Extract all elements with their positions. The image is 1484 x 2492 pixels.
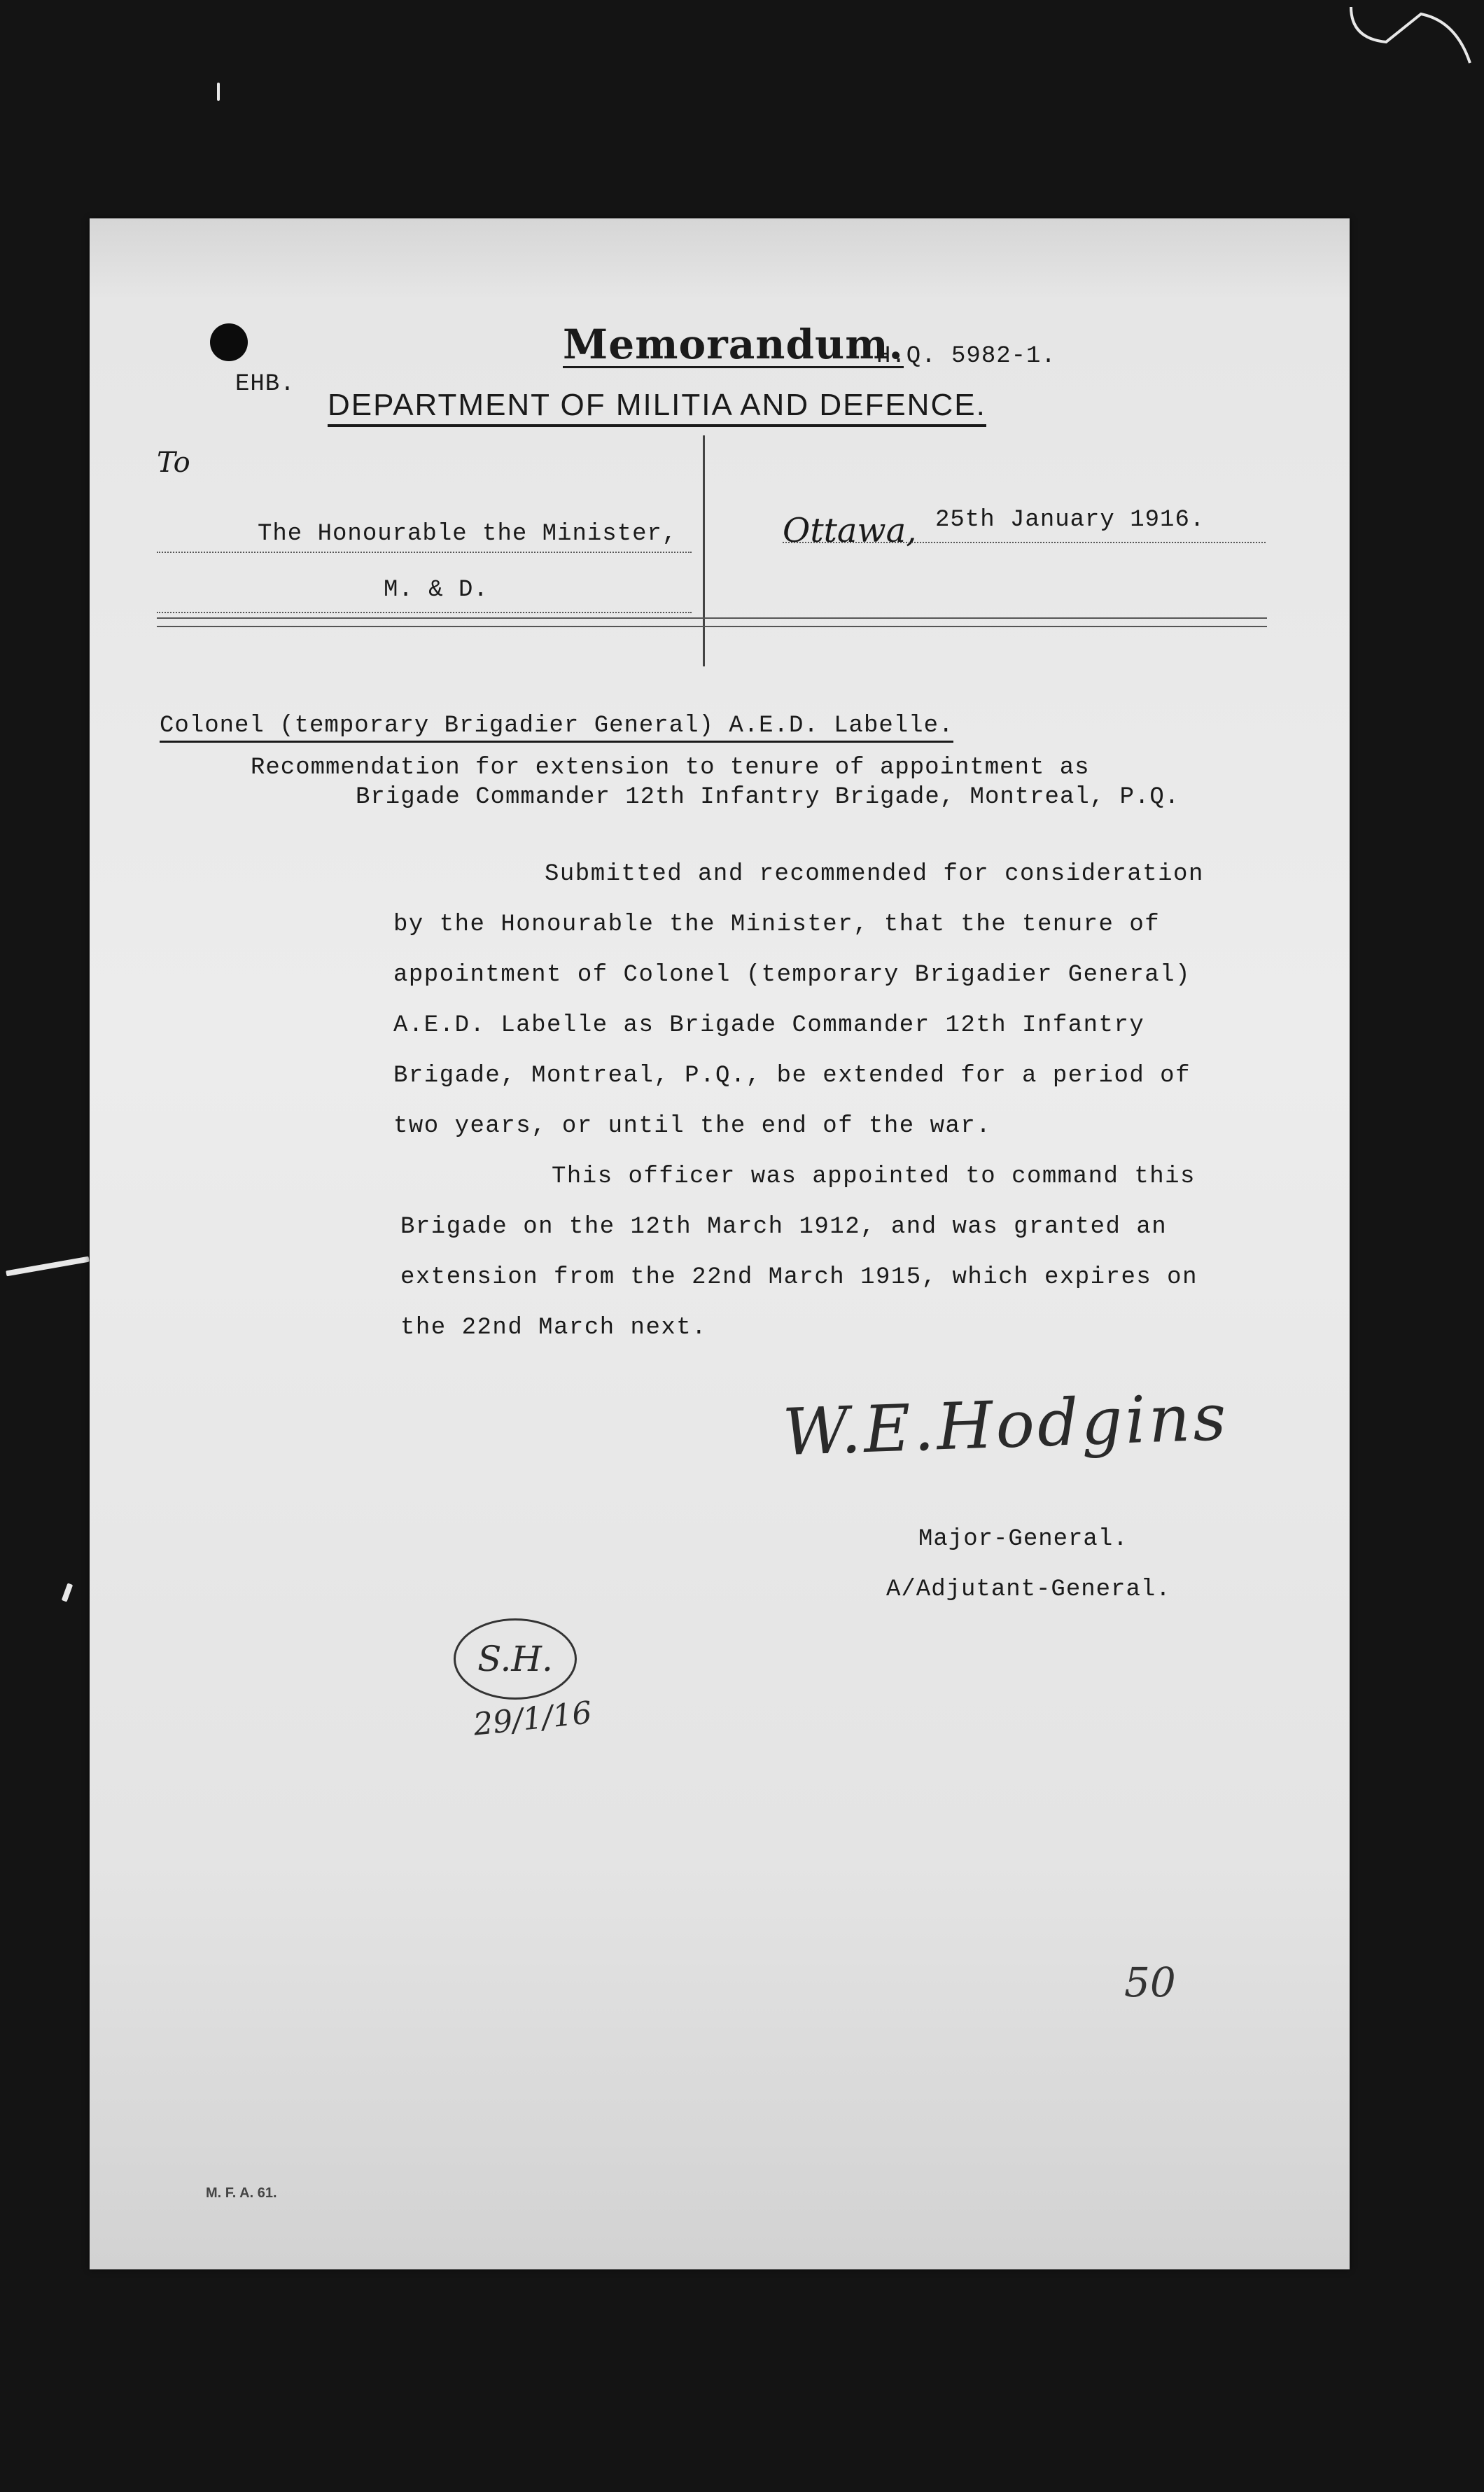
header-rule-2 — [157, 626, 1267, 627]
memorandum-page — [90, 218, 1350, 2269]
place-label: Ottawa, — [783, 511, 917, 550]
recipient-line-1: The Honourable the Minister, — [258, 521, 678, 547]
punch-hole — [210, 323, 248, 361]
stamp-initials: S.H. — [477, 1639, 553, 1679]
department-heading: DEPARTMENT OF MILITIA AND DEFENCE. — [328, 388, 986, 427]
to-label: To — [157, 447, 190, 479]
folio-number: 50 — [1124, 1959, 1176, 2006]
scan-speck — [6, 1256, 90, 1277]
handwritten-signature: W.E.Hodgins — [781, 1379, 1231, 1471]
body-line: by the Honourable the Minister, that the tenure of — [393, 911, 1161, 938]
scan-speck — [62, 1583, 73, 1602]
form-number: M. F. A. 61. — [206, 2185, 277, 2201]
signatory-rank: Major-General. — [918, 1526, 1128, 1553]
recipient-line-2: M. & D. — [384, 577, 489, 603]
body-line: Brigade on the 12th March 1912, and was granted an — [400, 1214, 1168, 1240]
initials: EHB. — [235, 371, 295, 398]
scan-speck — [217, 83, 220, 101]
subject-line-2: Brigade Commander 12th Infantry Brigade, Montreal, P.Q. — [356, 784, 1180, 811]
body-line: Submitted and recommended for consideration — [545, 861, 1204, 888]
memo-date: 25th January 1916. — [935, 507, 1205, 533]
date-rule — [783, 542, 1266, 543]
body-line: the 22nd March next. — [400, 1315, 708, 1341]
body-line: extension from the 22nd March 1915, which expires on — [400, 1264, 1198, 1291]
header-rule-1 — [157, 617, 1267, 619]
body-line: Brigade, Montreal, P.Q., be extended for a period of — [393, 1063, 1191, 1089]
signatory-title: A/Adjutant-General. — [886, 1576, 1171, 1603]
recipient-line-1-rule — [157, 552, 692, 553]
body-line: appointment of Colonel (temporary Brigadier General) — [393, 962, 1191, 988]
recipient-line-2-rule — [157, 612, 692, 613]
body-line: This officer was appointed to command this — [552, 1163, 1196, 1190]
scan-scratch — [1337, 0, 1484, 70]
memo-title: Memorandum. — [563, 321, 904, 368]
subject-heading: Colonel (temporary Brigadier General) A.E.D. Labelle. — [160, 713, 953, 743]
stamp-date: 29/1/16 — [471, 1695, 594, 1743]
file-number: H.Q. 5982-1. — [876, 343, 1056, 370]
subject-line-1: Recommendation for extension to tenure of appointment as — [251, 755, 1090, 781]
body-line: A.E.D. Labelle as Brigade Commander 12th Infantry — [393, 1012, 1145, 1039]
address-divider — [703, 435, 705, 666]
body-line: two years, or until the end of the war. — [393, 1113, 992, 1140]
initials-stamp — [454, 1618, 577, 1700]
